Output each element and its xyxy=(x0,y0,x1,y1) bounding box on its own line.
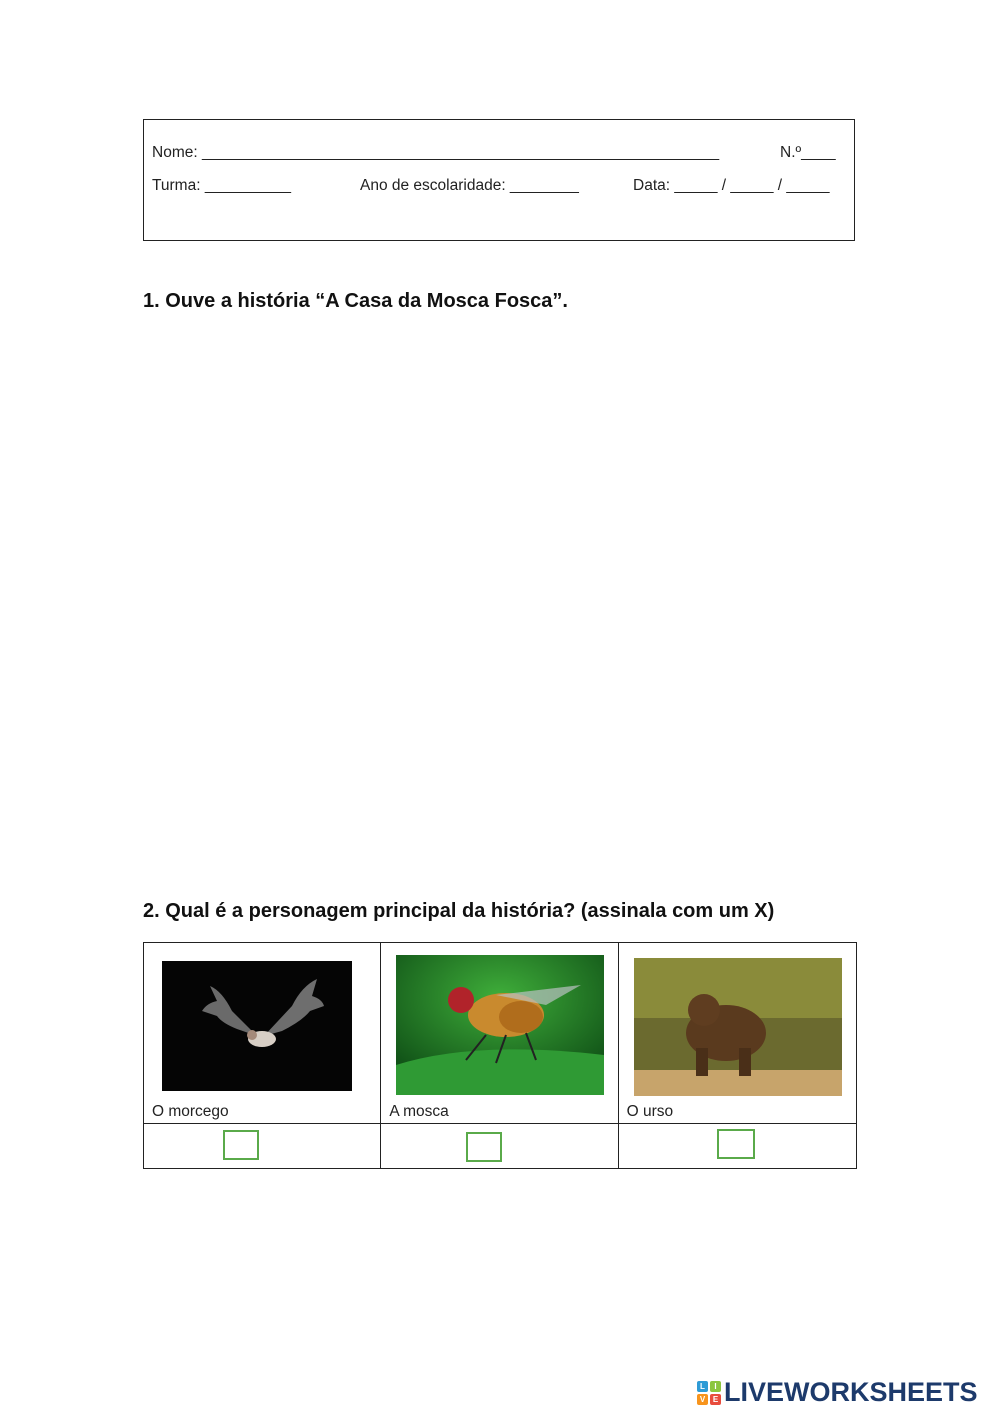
bat-photo-icon xyxy=(162,961,352,1091)
option-bat-label: O morcego xyxy=(152,1103,229,1120)
date-field: Data: _____ / _____ / _____ xyxy=(633,177,830,194)
brand-name: LIVEWORKSHEETS xyxy=(724,1377,978,1407)
logo-mark-icon xyxy=(697,1381,721,1405)
fly-photo-icon xyxy=(396,955,604,1095)
number-field: N.º____ xyxy=(780,144,836,161)
option-bear-label: O urso xyxy=(626,1103,674,1120)
question-1-title: 1. Ouve a história “A Casa da Mosca Fosca”. xyxy=(143,290,568,312)
option-bat-cell xyxy=(144,943,381,1124)
logo-letter: I xyxy=(710,1381,721,1392)
school-year-field: Ano de escolaridade: ________ xyxy=(360,177,579,194)
name-field: Nome: ____________________________________________________________ xyxy=(152,144,720,161)
option-bear-cell xyxy=(618,943,856,1124)
question-2-title: 2. Qual é a personagem principal da história? (assinala com um X) xyxy=(143,900,775,922)
checkbox-fly[interactable] xyxy=(466,1132,502,1162)
bear-photo-icon xyxy=(634,958,842,1096)
class-field: Turma: __________ xyxy=(152,177,292,194)
option-fly-label: A mosca xyxy=(389,1103,449,1120)
logo-letter: L xyxy=(697,1381,708,1392)
logo-letter: V xyxy=(697,1394,708,1405)
answer-cell-bear xyxy=(618,1124,856,1169)
character-choice-table xyxy=(143,942,857,1169)
answer-cell-fly xyxy=(381,1124,618,1169)
logo-letter: E xyxy=(710,1394,721,1405)
student-info-box xyxy=(143,119,855,241)
checkbox-bear[interactable] xyxy=(717,1129,755,1159)
checkbox-bat[interactable] xyxy=(223,1130,259,1160)
liveworksheets-logo xyxy=(697,1377,978,1408)
answer-cell-bat xyxy=(144,1124,381,1169)
option-fly-cell xyxy=(381,943,618,1124)
